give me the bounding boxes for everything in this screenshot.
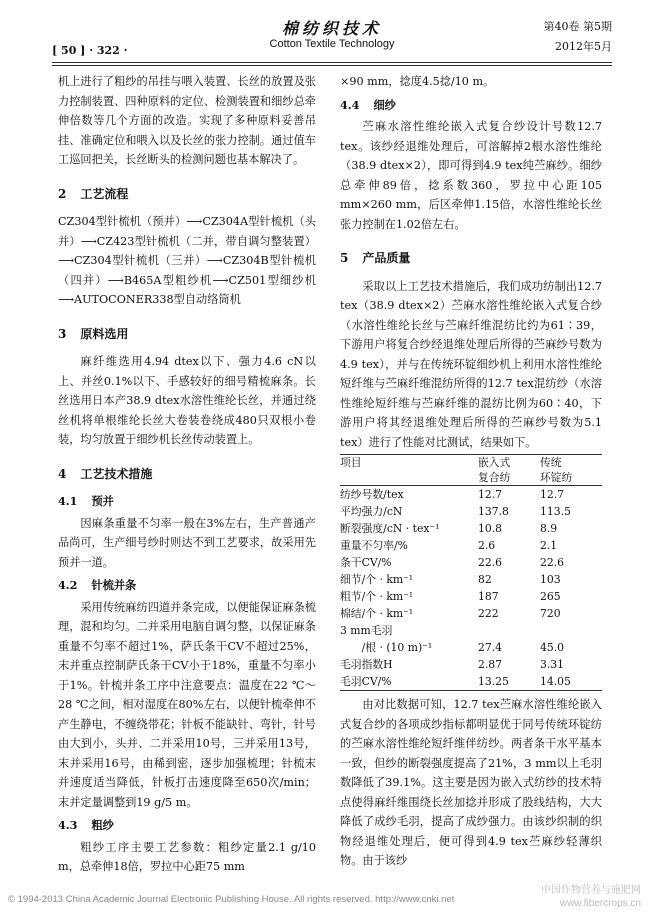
table-cell-item: 3 mm毛羽	[340, 624, 393, 637]
table-row	[340, 622, 602, 639]
subsection-heading	[58, 576, 316, 596]
table-row	[340, 588, 602, 605]
subsection-heading	[340, 96, 602, 116]
subsection-number: 4.1	[58, 494, 78, 508]
table-header-item: 项目	[340, 456, 362, 469]
page-number: [ 50 ] · 322 ·	[52, 44, 128, 57]
section-heading	[58, 465, 316, 485]
table-row	[340, 639, 602, 656]
table-header-embedded: 嵌入式	[478, 456, 511, 469]
header-rule	[52, 62, 612, 63]
watermark	[541, 884, 641, 910]
body-paragraph: 因麻条重量不匀率一般在3%左右，生产普通产品尚可，生产细号纱时则达不到工艺要求，故采用先预并一道。	[58, 516, 316, 569]
body-paragraph: 采取以上工艺技术措施后，我们成功纺制出12.7 tex（38.9 dtex×2）苎麻水溶性维纶嵌入式复合纱（水溶性维纶长丝与苎麻纤维混纺比约为61∶39，下游用户将复合纱经退维处理后所得的苎麻纱号数为4.9 tex），并与在传统环锭细纱机上利用水溶性维纶短纤维与苎麻纤维混纺所得的12.7 tex混纺纱（水溶性维纶短纤维与苎麻纤维的混纺比例为60∶40，下游用户将其经退维处理后所得的苎麻纱号数为5.1 tex）进行了性能对比测试，结果如下。	[340, 279, 602, 449]
section-heading	[340, 249, 602, 269]
section-title: 产品质量	[362, 251, 411, 265]
table-cell-item: 重量不匀率/%	[340, 539, 408, 552]
body-paragraph: 粗纱工序主要工艺参数：粗纱定量2.1 g/10 m，总牵伸18倍，罗拉中心距75 mm	[58, 840, 316, 873]
table-row	[340, 605, 602, 622]
subsection-heading	[58, 816, 316, 836]
section-title: 工艺技术措施	[80, 466, 153, 481]
copyright-footer: © 1994-2013 China Academic Journal Electronic Publishing House. All rights reserved. http://www.cnki.net	[8, 894, 455, 905]
subsection-number: 4.4	[340, 97, 360, 112]
process-flow: CZ304型针梳机（预并）⟶CZ304A型针梳机（头并）⟶CZ423型针梳机（二并，带自调匀整装置）⟶CZ304型针梳机（三并）⟶CZ304B型针梳机（四并）⟶B465A型粗纱机⟶CZ501型细纱机⟶AUTOCONER338型自动络筒机	[58, 215, 316, 306]
continued-text: ×90 mm，捻度4.5捻/10 m。	[340, 75, 495, 88]
table-cell-embedded: 187	[478, 590, 499, 603]
left-column	[58, 72, 316, 877]
table-cell-item: 纺纱号数/tex	[340, 488, 404, 501]
table-cell-traditional: 8.9	[540, 522, 558, 535]
intro-paragraph: 机上进行了粗纱的吊挂与喂入装置、长丝的放置及张力控制装置、四种原料的定位、检测装置和细纱总牵伸倍数等几个方面的改造。实现了多种原料妥善吊挂、准确定位和喂入以及长丝的张力控制。通过值车工巡回把关，长丝断头的检测问题也基本解决了。	[58, 75, 316, 166]
table-cell-traditional: 14.05	[540, 675, 571, 688]
table-cell-item: 条干CV/%	[340, 556, 392, 569]
table-cell-traditional: 720	[540, 607, 561, 620]
table-cell-embedded: 222	[478, 607, 499, 620]
table-row	[340, 520, 602, 537]
table-cell-embedded: 27.4	[478, 641, 503, 654]
table-cell-traditional: 3.31	[540, 658, 565, 671]
table-cell-embedded: 2.6	[478, 539, 496, 552]
section-number: 2	[58, 186, 67, 201]
table-cell-embedded: 137.8	[478, 505, 509, 518]
table-row	[340, 503, 602, 520]
table-cell-item: 毛羽CV/%	[340, 675, 392, 688]
header-rule	[52, 65, 612, 66]
section-title: 工艺流程	[80, 186, 129, 201]
subsection-title: 粗纱	[91, 818, 114, 832]
table-cell-item: 粗节/个 · km⁻¹	[340, 590, 414, 603]
section-heading	[58, 185, 316, 205]
issue-date: 2012年5月	[555, 40, 612, 53]
table-cell-item: 断裂强度/cN · tex⁻¹	[340, 522, 440, 535]
table-cell-item: /根 · (10 m)⁻¹	[340, 641, 433, 654]
table-row	[340, 537, 602, 554]
table-header-traditional-sub: 环锭纺	[540, 471, 573, 484]
table-row	[340, 486, 602, 503]
table-cell-traditional: 2.1	[540, 539, 558, 552]
table-cell-embedded: 10.8	[478, 522, 503, 535]
journal-title: 棉纺织技术	[281, 19, 382, 38]
table-cell-traditional	[540, 622, 602, 639]
table-cell-traditional: 103	[540, 573, 561, 586]
table-cell-embedded: 12.7	[478, 488, 503, 501]
subsection-heading	[58, 492, 316, 512]
table-cell-embedded: 82	[478, 573, 492, 586]
section-heading	[58, 325, 316, 345]
right-column	[340, 72, 602, 871]
table-cell-item: 棉结/个 · km⁻¹	[340, 607, 414, 620]
table-row	[340, 656, 602, 673]
table-cell-embedded: 13.25	[478, 675, 509, 688]
body-paragraph: 苎麻水溶性维纶嵌入式复合纱设计号数12.7 tex。该纱经退维处理后，可溶解掉2根水溶性维纶（38.9 dtex×2），即可得到4.9 tex纯苎麻纱。细纱总牵伸89倍，捻系数360，罗拉中心距105 mm×260 mm，后区牵伸1.15倍，水溶性维纶长丝张力控制在1.02倍左右。	[340, 120, 602, 231]
body-paragraph: 采用传统麻纺四道并条完成，以便能保证麻条梳理，混和均匀。二并采用电脑自调匀整，以保证麻条重量不匀率不超过1%，萨氏条干CV不超过25%，末并重点控制萨氏条干CV小于18%，重量不匀率小于1%。针梳并条工序中注意要点：温度在22 ℃～28 ℃之间，相对湿度在80%左右，以便针梳牵伸不产生静电，不缠绕带花；针板不能缺针、弯针，针号由大到小，头并、二并采用10号，三并采用13号，末并采用16号，由稀到密，逐步加强梳理；针梳末并速度适当降低，针板打击速度降至650次/min；末并定量调整到19 g/5 m。	[58, 600, 316, 809]
subsection-title: 针梳并条	[91, 578, 137, 592]
table-cell-item: 毛羽指数H	[340, 658, 393, 671]
section-number: 4	[58, 466, 67, 481]
page-header	[52, 14, 612, 66]
table-cell-embedded: 2.87	[478, 658, 503, 671]
watermark-line: 中国作物营养与施肥网	[541, 885, 641, 896]
table-header-traditional: 传统	[540, 456, 562, 469]
section-number: 5	[340, 251, 349, 265]
conclusion-paragraph: 由对比数据可知，12.7 tex苎麻水溶性维纶嵌入式复合纱的各项成纱指标都明显优于同号传统环锭纺的苎麻水溶性维纶短纤维伴纺纱。两者条干水平基本一致，但纱的断裂强度提高了21%，3 mm以上毛羽数降低了39.1%。这主要是因为嵌入式纺纱的技术特点使得麻纤维围绕长丝加捻并形成了股线结构，大大降低了成纱毛羽，提高了成纱强力。由该纱织制的织物经退维处理后，便可得到4.9 tex苎麻纱轻薄织物。由于该纱	[340, 698, 602, 867]
subsection-title: 细纱	[373, 97, 396, 112]
table-cell-traditional: 265	[540, 590, 561, 603]
subsection-title: 预并	[91, 494, 114, 508]
table-row	[340, 554, 602, 571]
watermark-line: www.fibercrops.cn	[559, 898, 641, 909]
table-header-embedded-sub: 复合纺	[478, 471, 511, 484]
body-paragraph: 麻纤维选用4.94 dtex以下、强力4.6 cN以上、并丝0.1%以下、手感较好的细号精梳麻条。长丝选用日本产38.9 dtex水溶性维纶长丝，并通过绕丝机将单根维纶长丝大卷装卷绕成480只双根小卷装，均匀放置于细纱机长丝传动装置上。	[58, 355, 316, 446]
table-cell-item: 平均强力/cN	[340, 505, 403, 518]
subsection-number: 4.2	[58, 578, 78, 592]
section-number: 3	[58, 326, 67, 341]
table-cell-traditional: 113.5	[540, 505, 571, 518]
table-cell-embedded	[478, 622, 540, 639]
table-cell-traditional: 12.7	[540, 488, 565, 501]
table-cell-embedded: 22.6	[478, 556, 503, 569]
table-row	[340, 571, 602, 588]
volume-issue: 第40卷 第5期	[543, 20, 612, 33]
journal-subtitle: Cotton Textile Technology	[269, 38, 395, 50]
table-cell-traditional: 45.0	[540, 641, 565, 654]
table-cell-traditional: 22.6	[540, 556, 565, 569]
results-table	[340, 454, 602, 691]
subsection-number: 4.3	[58, 818, 78, 832]
table-row	[340, 673, 602, 691]
section-title: 原料选用	[80, 326, 129, 341]
table-cell-item: 细节/个 · km⁻¹	[340, 573, 414, 586]
